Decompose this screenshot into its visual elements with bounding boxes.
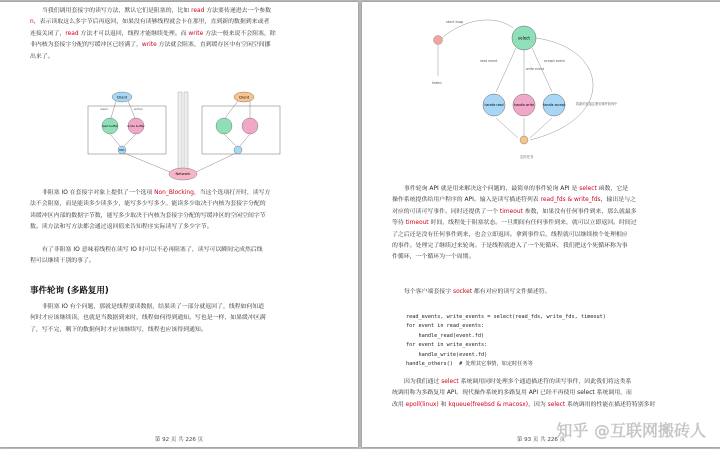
text-span: 非内核为套接字分配的写缓冲区已经满了， (30, 42, 142, 49)
text-span: 参数，如果没有任何事件到来，那么就最多 (522, 208, 637, 215)
text-span: 对应的可读可写事件。同时还提供了一个 (392, 208, 500, 215)
read-event-label: read event (480, 59, 498, 63)
left-kernel-box (88, 106, 166, 154)
code-line: for event in write_events: (406, 342, 488, 349)
code-block (406, 313, 606, 369)
event-arrows (496, 35, 593, 140)
text-line (42, 6, 271, 17)
text-line (30, 325, 207, 336)
client-right-label: Client (238, 95, 250, 100)
text-span: 的事件。处理完了继续过来轮询。于是线程就进入了一个死循环，我们把这个死循环称为事 (392, 243, 628, 249)
highlight-text: epoll(linux) (405, 401, 439, 408)
highlight-text: timeout (405, 220, 429, 227)
code-line: read_events, write_events = select(read_fds, write_fds, timeout) (406, 314, 606, 320)
right-kernel-box (202, 106, 280, 154)
page-footer-right: 第 93 页 共 226 页 (516, 437, 566, 443)
read-buffer-node-2 (216, 118, 232, 134)
text-line (30, 17, 269, 28)
text-span: ，输出是与之 (600, 197, 636, 204)
text-span: 件循环，一个循环为一个周期。 (392, 254, 475, 261)
blocking-io-diagram (84, 88, 284, 184)
highlight-text: read (65, 30, 79, 37)
text-line (392, 230, 628, 241)
highlight-text: kqueue(freebsd & macosx) (448, 401, 529, 408)
code-line: for event in read_events: (406, 323, 485, 330)
highlight-text: read (191, 8, 205, 14)
write-buffer-node-2 (242, 118, 258, 134)
text-span: 方法才可以返回，线程才能继续处理。而 (78, 30, 189, 37)
text-span: 有了非阻塞 IO 意味着线程在读写 IO 时可以不必再阻塞了，读写可以瞬间完成然后线 (42, 247, 263, 253)
text-line (30, 199, 266, 210)
highlight-text: Non_Blocking (154, 190, 194, 196)
text-span: 操作系统提供给用户程序的 API。输入是读写描述符列表 (392, 197, 541, 204)
text-line (392, 207, 637, 218)
text-line (42, 245, 263, 256)
text-span: ，表示读取这么多字节后再返回，如果没有读够线程就会卡在那里，直到新的数据到来或者 (33, 19, 270, 26)
text-span: 时间，线程处于阻塞状态。一旦期间有任何事件到来，就可以立即返回。时间过 (428, 220, 637, 227)
text-span: 事件轮询 API 就是用来解决这个问题的，最简单的事件轮询 API 是 (404, 186, 580, 192)
text-line (42, 302, 264, 313)
text-line (392, 252, 474, 263)
highlight-text: write (188, 30, 204, 37)
timer-label: 定时任务 (520, 155, 534, 159)
select-label: select (518, 35, 530, 41)
text-span: 非阻塞 IO 在套接字对象上提供了一个选项 (42, 190, 155, 196)
nic-label: NIC (119, 148, 125, 152)
text-line (42, 188, 270, 199)
event-loop-diagram (428, 8, 648, 168)
text-span: 每个客户端套接字 (404, 289, 453, 295)
text-line (404, 377, 631, 388)
code-line: handle_others() # 处理其它事情，如定时任务等 (406, 361, 533, 368)
text-span: 系统调用同时处理多个通道描述符的读写事件，因此我们将这类系 (458, 379, 632, 385)
text-span: 方法就会阻塞，直到缓存区中有空闲空间挪 (156, 42, 271, 49)
text-span: 连接关闭了， (30, 30, 66, 37)
note-label: 将新的连接注册到事件轮询中 (576, 102, 618, 106)
text-span: 统调用称为多路复用 API。现代操作系统的多路复用 API 已经不再使用 select 系统调用，而 (392, 390, 632, 397)
code-line: handle_read(event.fd) (406, 332, 485, 339)
text-span: 和 (438, 401, 449, 408)
text-span: 函数，它是 (596, 186, 629, 192)
text-span: ，因为 (528, 401, 548, 408)
section-heading: 事件轮询 (多路复用) (30, 286, 109, 296)
write-arrow-label: write() (134, 107, 144, 111)
text-line (30, 211, 266, 222)
highlight-text: select (441, 379, 459, 385)
text-span: 程可以继续干别的事了。 (30, 258, 95, 265)
accept-event-label: accept event (544, 59, 565, 63)
listen-label: listen (432, 81, 442, 85)
text-span: 都有对应的读写文件描述符。 (472, 289, 551, 295)
divider-bar-2 (184, 92, 188, 174)
read-arrow-label: read() (100, 107, 109, 111)
text-line (392, 241, 628, 252)
read-buffer-label: read buffer (101, 124, 119, 128)
text-line (30, 256, 95, 267)
page-footer-left: 第 92 页 共 226 页 (154, 437, 204, 443)
text-span: 何时才应该继续读。也就是当数据到来时，线程如何得到通知。写也是一样，如果缓冲区满 (30, 315, 266, 322)
divider-bar (178, 92, 182, 174)
text-span: 法不会阻塞，而是能读多少读多少，能写多少写多少。能读多少取决于内核为套接字分配的 (30, 201, 266, 208)
handle-read-label: handle read (484, 103, 504, 107)
write-buffer-label: write buffer (127, 124, 145, 128)
text-line (30, 52, 54, 63)
text-line (392, 195, 636, 206)
network-label: Network (175, 172, 191, 177)
text-line (30, 313, 266, 324)
text-span: 因为我们通过 (404, 379, 442, 385)
nic-node-2 (234, 146, 242, 154)
client-left-label: Client (116, 95, 128, 100)
timer-node (520, 136, 528, 144)
text-span: 改用 (392, 401, 406, 408)
text-span: 非阻塞 IO 有个问题，那就是线程要读数据，结果读了一部分就返回了，线程如何知道 (42, 304, 265, 310)
highlight-text: n (30, 19, 34, 26)
text-line (30, 40, 271, 51)
highlight-text: read_fds & write_fds (540, 197, 601, 204)
text-line (392, 388, 632, 399)
text-line (404, 184, 628, 195)
text-span: 数。读方法和写方法都会通过返回值来告知程序实际读写了多少字节。 (30, 224, 213, 231)
right-page (362, 2, 720, 447)
start-loop-label: start loop (446, 20, 464, 24)
text-span: 方法一般来说不会阻塞，除 (203, 30, 276, 37)
text-span: 系统调用的性能在描述符特别多时 (565, 401, 656, 408)
text-span: 当我们调用套接字的读写方法，默认它们是阻塞的，比如 (42, 8, 192, 14)
text-span: 出来了。 (30, 53, 54, 60)
code-line: handle_write(event.fd) (406, 351, 488, 358)
handle-write-label: handle write (514, 103, 534, 107)
text-span: ，当这个选项打开时，读写方 (193, 190, 271, 196)
watermark-text: 知乎 @互联网搬砖人 (556, 421, 706, 440)
highlight-text: select (579, 186, 597, 192)
highlight-text: write (141, 42, 157, 49)
text-span: 方法要传递进去一个参数 (204, 8, 272, 14)
text-line (30, 29, 276, 40)
write-event-label: write event (526, 67, 545, 71)
text-line (30, 222, 213, 233)
start-node (434, 36, 443, 45)
text-span: 读缓冲区内部的数据字节数，能写多少取决于内核为套接字分配的写缓冲区的空闲空间字节 (30, 212, 266, 219)
highlight-text: select (547, 401, 566, 408)
highlight-text: timeout (499, 208, 523, 215)
left-page (0, 2, 358, 447)
highlight-text: socket (453, 289, 473, 295)
text-span: 等待 (392, 220, 406, 227)
handle-accept-label: handle accept (542, 103, 566, 107)
text-line (392, 218, 637, 229)
text-span: 了之后还是没有任何事件到来，也会立即返回。拿到事件后，线程就可以继续挨个处理相应 (392, 231, 628, 238)
text-line (392, 400, 655, 411)
text-span: 了，写不完，剩下的数据何时才应该继续写，线程也应该得到通知。 (30, 326, 207, 333)
text-line (404, 287, 551, 298)
